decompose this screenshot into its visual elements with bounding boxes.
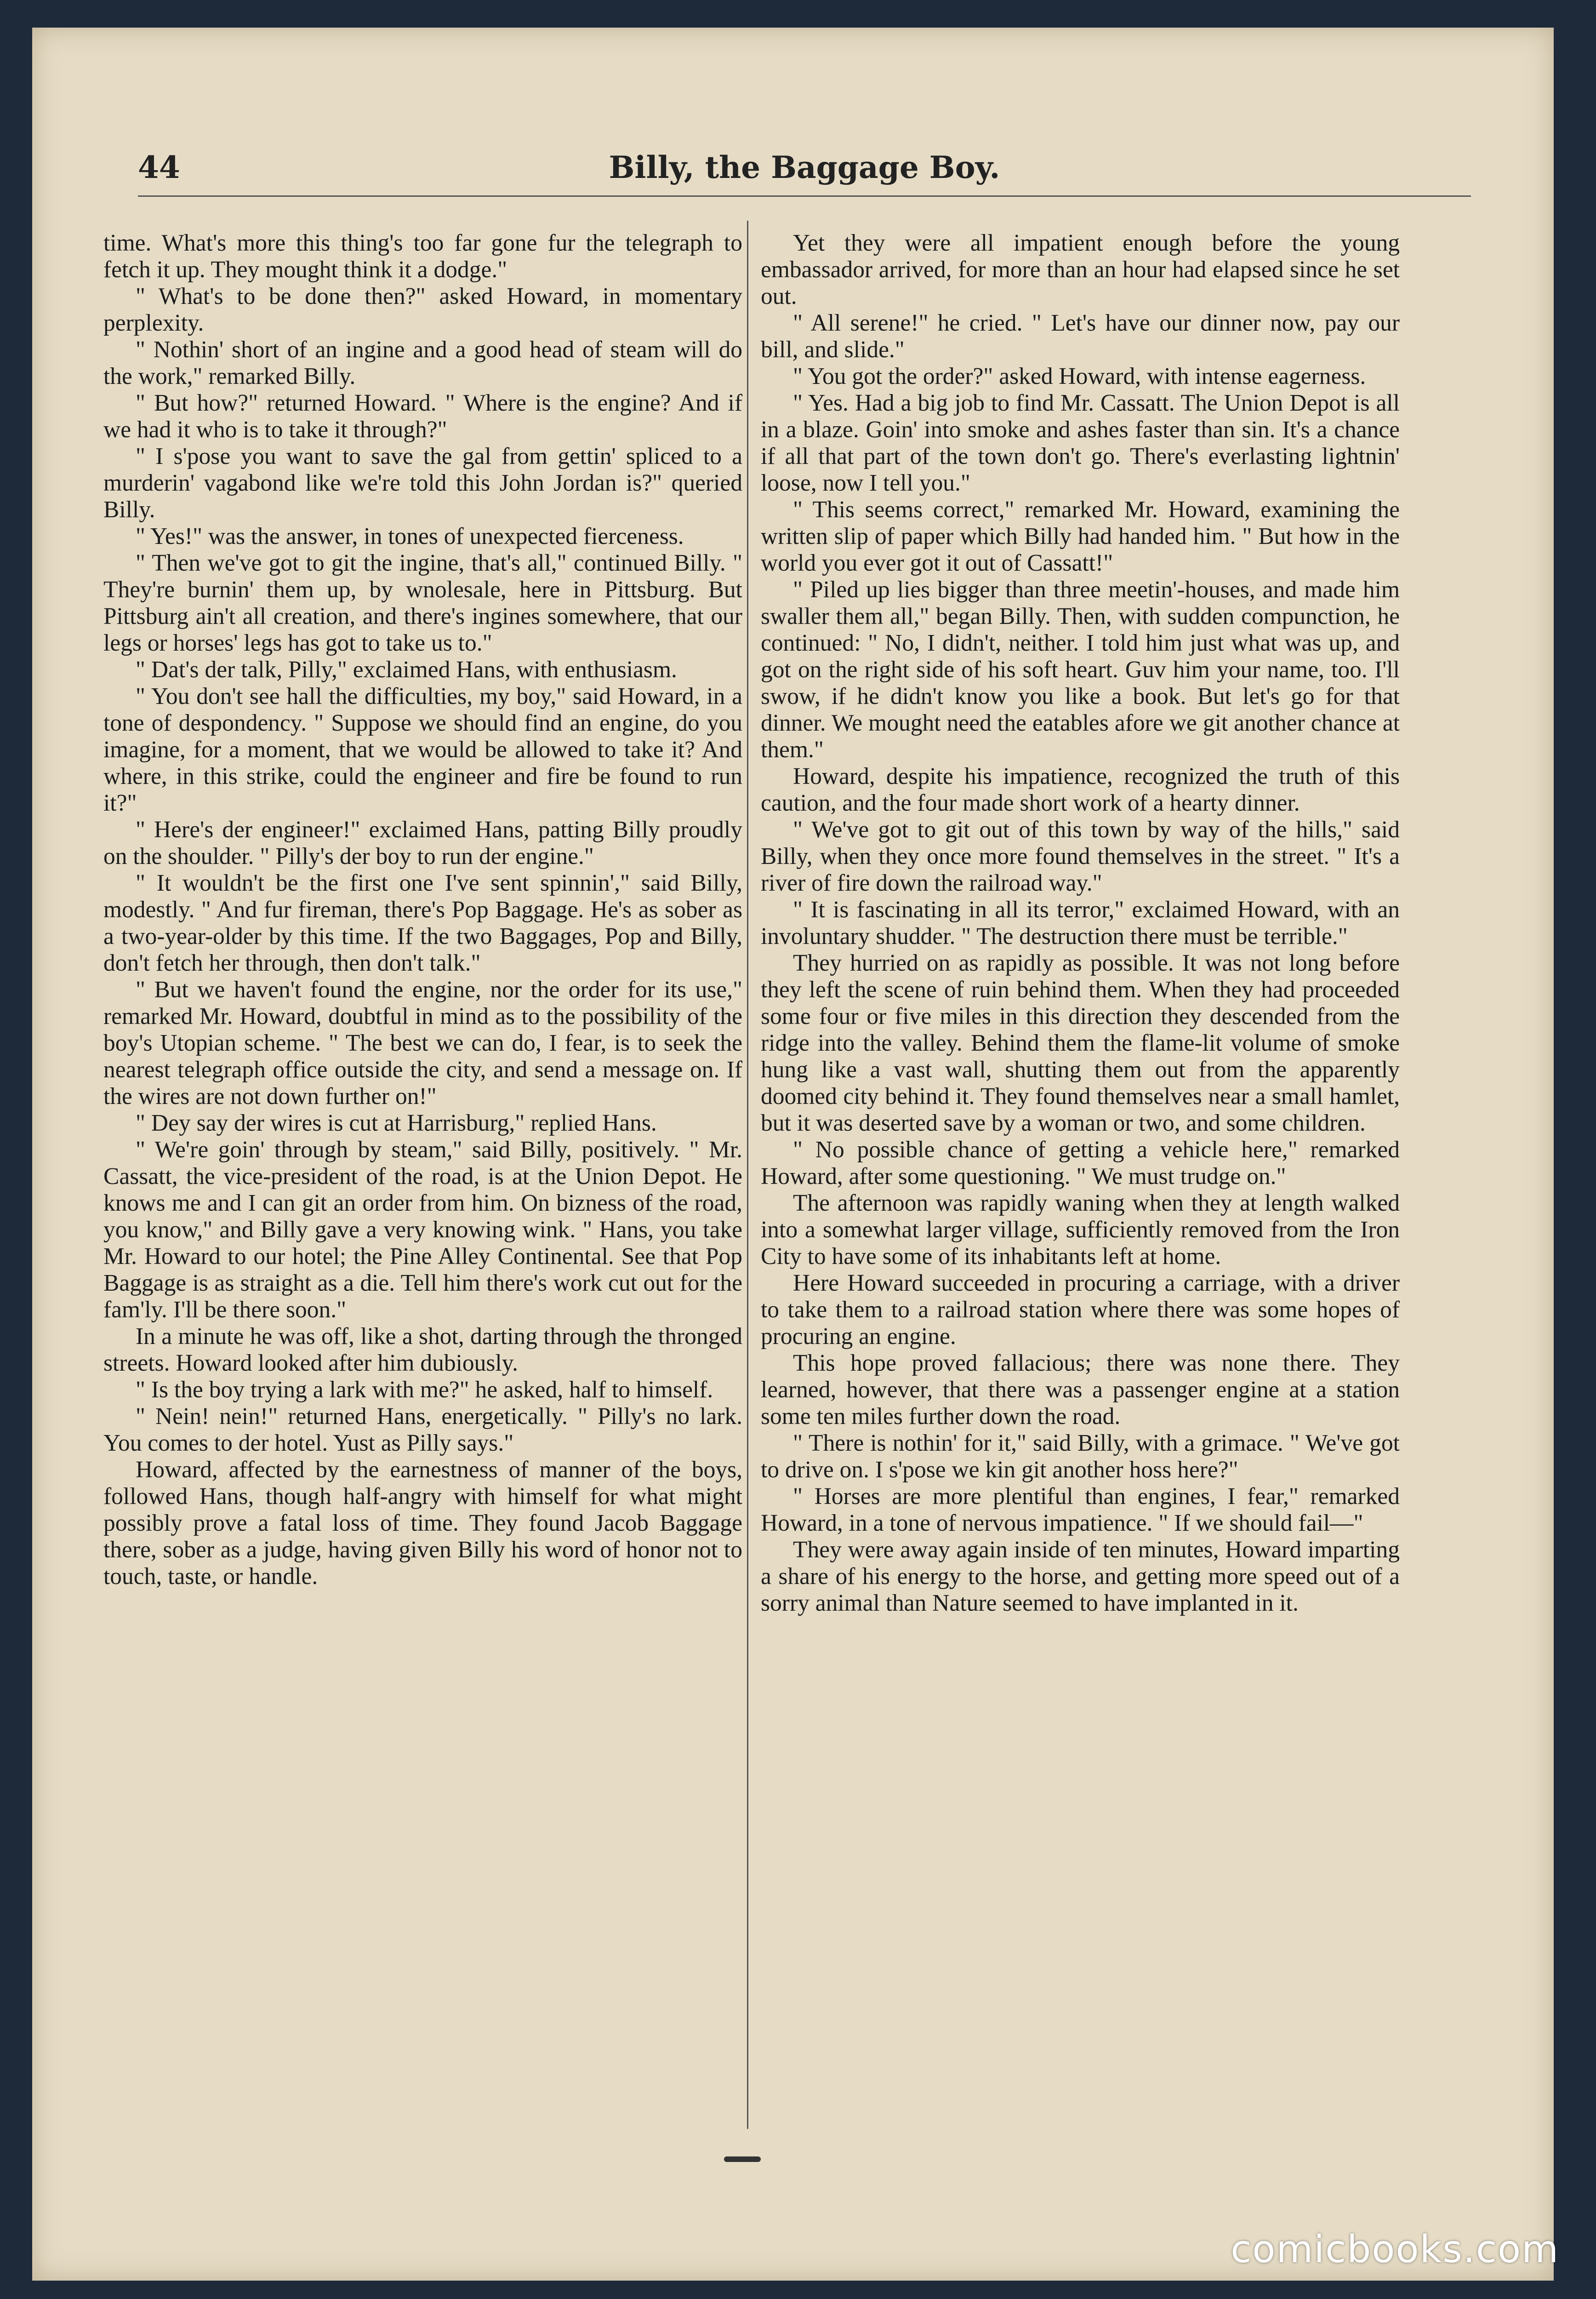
paragraph: This hope proved fallacious; there was none there. They learned, however, that there was a passenger engine at a station some ten miles further down the road. bbox=[761, 1350, 1400, 1430]
paragraph: " Nothin' short of an ingine and a good head of steam will do the work," remarked Billy. bbox=[103, 337, 742, 389]
paragraph: " All serene!" he cried. " Let's have our dinner now, pay our bill, and slide." bbox=[761, 310, 1400, 363]
paragraph: They hurried on as rapidly as possible. It was not long before they left the scene of ruin behind them. When they had proceeded some four or five miles in this direction they descended from the ridge into the valley. Behind them the flame-lit volume of smoke hung like a vast wall, shutting them out from the apparently doomed city behind it. They found themselves near a small hamlet, but it was deserted save by a woman or two, and some children. bbox=[761, 950, 1400, 1136]
header-rule bbox=[138, 195, 1471, 197]
paragraph: " Horses are more plentiful than engines, I fear," remarked Howard, in a tone of nervous impatience. " If we should fail—" bbox=[761, 1483, 1400, 1536]
paragraph: " No possible chance of getting a vehicle here," remarked Howard, after some questioning. " We must trudge on." bbox=[761, 1137, 1400, 1190]
paragraph: " Yes. Had a big job to find Mr. Cassatt. The Union Depot is all in a blaze. Goin' into smoke and ashes faster than sin. It's a chance if all that part of the town don't go. There's everlasting lightnin' loose, now I tell you." bbox=[761, 390, 1400, 496]
paragraph: Yet they were all impatient enough before the young embassador arrived, for more than an hour had elapsed since he set out. bbox=[761, 230, 1400, 309]
site-watermark: comicbooks.com bbox=[1231, 2228, 1559, 2271]
paragraph: " It is fascinating in all its terror," exclaimed Howard, with an involuntary shudder. " The destruction there must be terrible." bbox=[761, 897, 1400, 949]
running-title: Billy, the Baggage Boy. bbox=[609, 149, 1000, 185]
paragraph: " But we haven't found the engine, nor the order for its use," remarked Mr. Howard, doubtful in mind as to the possibility of the boy's Utopian scheme. " The best we can do, I fear, is to seek the nearest telegraph office outside the city, and send a message on. If the wires are not down further on!" bbox=[103, 977, 742, 1109]
paragraph: " It wouldn't be the first one I've sent spinnin'," said Billy, modestly. " And fur fireman, there's Pop Baggage. He's as sober as a two-year-older by this time. If the two Baggages, Pop and Billy, don't fetch her through, then don't talk." bbox=[103, 870, 742, 976]
paragraph: Here Howard succeeded in procuring a carriage, with a driver to take them to a railroad station where there was some hopes of procuring an engine. bbox=[761, 1270, 1400, 1350]
paragraph: " What's to be done then?" asked Howard, in momentary perplexity. bbox=[103, 283, 742, 336]
paragraph: They were away again inside of ten minutes, Howard imparting a share of his energy to the horse, and getting more speed out of a sorry animal than Nature seemed to have implanted in it. bbox=[761, 1537, 1400, 1616]
paragraph: The afternoon was rapidly waning when they at length walked into a somewhat larger village, sufficiently removed from the Iron City to have some of its inhabitants left at home. bbox=[761, 1190, 1400, 1270]
paragraph: Howard, affected by the earnestness of manner of the boys, followed Hans, though half-angry with himself for what might possibly prove a fatal loss of time. They found Jacob Baggage there, sober as a judge, having given Billy his word of honor not to touch, taste, or handle. bbox=[103, 1457, 742, 1590]
right-column bbox=[761, 230, 1400, 2161]
paragraph: " Yes!" was the answer, in tones of unexpected fierceness. bbox=[136, 523, 684, 549]
paragraph: " But how?" returned Howard. " Where is the engine? And if we had it who is to take it through?" bbox=[103, 390, 742, 443]
paragraph: Howard, despite his impatience, recognized the truth of this caution, and the four made short work of a hearty dinner. bbox=[761, 763, 1400, 816]
paragraph: " Dey say der wires is cut at Harrisburg," replied Hans. bbox=[136, 1110, 657, 1136]
paragraph: " I s'pose you want to save the gal from gettin' spliced to a murderin' vagabond like we're told this John Jordan is?" queried Billy. bbox=[103, 443, 742, 523]
paragraph: " We've got to git out of this town by way of the hills," said Billy, when they once more found themselves in the street. " It's a river of fire down the railroad way." bbox=[761, 817, 1400, 896]
paragraph: " This seems correct," remarked Mr. Howard, examining the written slip of paper which Billy had handed him. " But how in the world you ever got it out of Cassatt!" bbox=[761, 497, 1400, 576]
paragraph: " There is nothin' for it," said Billy, with a grimace. " We've got to drive on. I s'pose we kin git another hoss here?" bbox=[761, 1430, 1400, 1483]
paragraph: " Is the boy trying a lark with me?" he asked, half to himself. bbox=[136, 1377, 713, 1403]
paragraph: " You got the order?" asked Howard, with intense eagerness. bbox=[793, 363, 1366, 389]
paragraph: " Nein! nein!" returned Hans, energetically. " Pilly's no lark. You comes to der hotel. Yust as Pilly says." bbox=[103, 1403, 742, 1456]
page-number: 44 bbox=[138, 149, 180, 185]
paragraph: time. What's more this thing's too far gone fur the telegraph to fetch it up. They mought think it a dodge." bbox=[103, 230, 742, 283]
paragraph: " We're goin' through by steam," said Billy, positively. " Mr. Cassatt, the vice-president of the road, is at the Union Depot. He knows me and I can git an order from him. On bizness of the road, you know," and Billy gave a very knowing wink. " Hans, you take Mr. Howard to our hotel; the Pine Alley Continental. See that Pop Baggage is as straight as a die. Tell him there's work cut out for the fam'ly. I'll be there soon." bbox=[103, 1137, 742, 1323]
left-column bbox=[103, 230, 742, 2161]
paragraph: " Dat's der talk, Pilly," exclaimed Hans, with enthusiasm. bbox=[136, 657, 677, 683]
paragraph: In a minute he was off, like a shot, darting through the thronged streets. Howard looked after him dubiously. bbox=[103, 1323, 742, 1376]
footer-ornament bbox=[724, 2156, 761, 2162]
page-header bbox=[138, 149, 1471, 214]
column-divider bbox=[747, 221, 748, 2129]
paragraph: " Then we've got to git the ingine, that's all," continued Billy. " They're burnin' them up, by wnolesale, here in Pittsburg. But Pittsburg ain't all creation, and there's ingines somewhere, that our legs or horses' legs has got to take us to." bbox=[103, 550, 742, 656]
paragraph: " You don't see hall the difficulties, my boy," said Howard, in a tone of despondency. " Suppose we should find an engine, do you imagine, for a moment, that we would be allowed to take it? And where, in this strike, could the engineer and fire be found to run it?" bbox=[103, 683, 742, 816]
paragraph: " Piled up lies bigger than three meetin'-houses, and made him swaller them all," began Billy. Then, with sudden compunction, he continued: " No, I didn't, neither. I told him just what was up, and got on the right side of his soft heart. Guv him your name, too. I'll swow, if he didn't know you like a book. But let's go for that dinner. We mought need the eatables afore we git another chance at them." bbox=[761, 577, 1400, 763]
paragraph: " Here's der engineer!" exclaimed Hans, patting Billy proudly on the shoulder. " Pilly's der boy to run der engine." bbox=[103, 817, 742, 869]
